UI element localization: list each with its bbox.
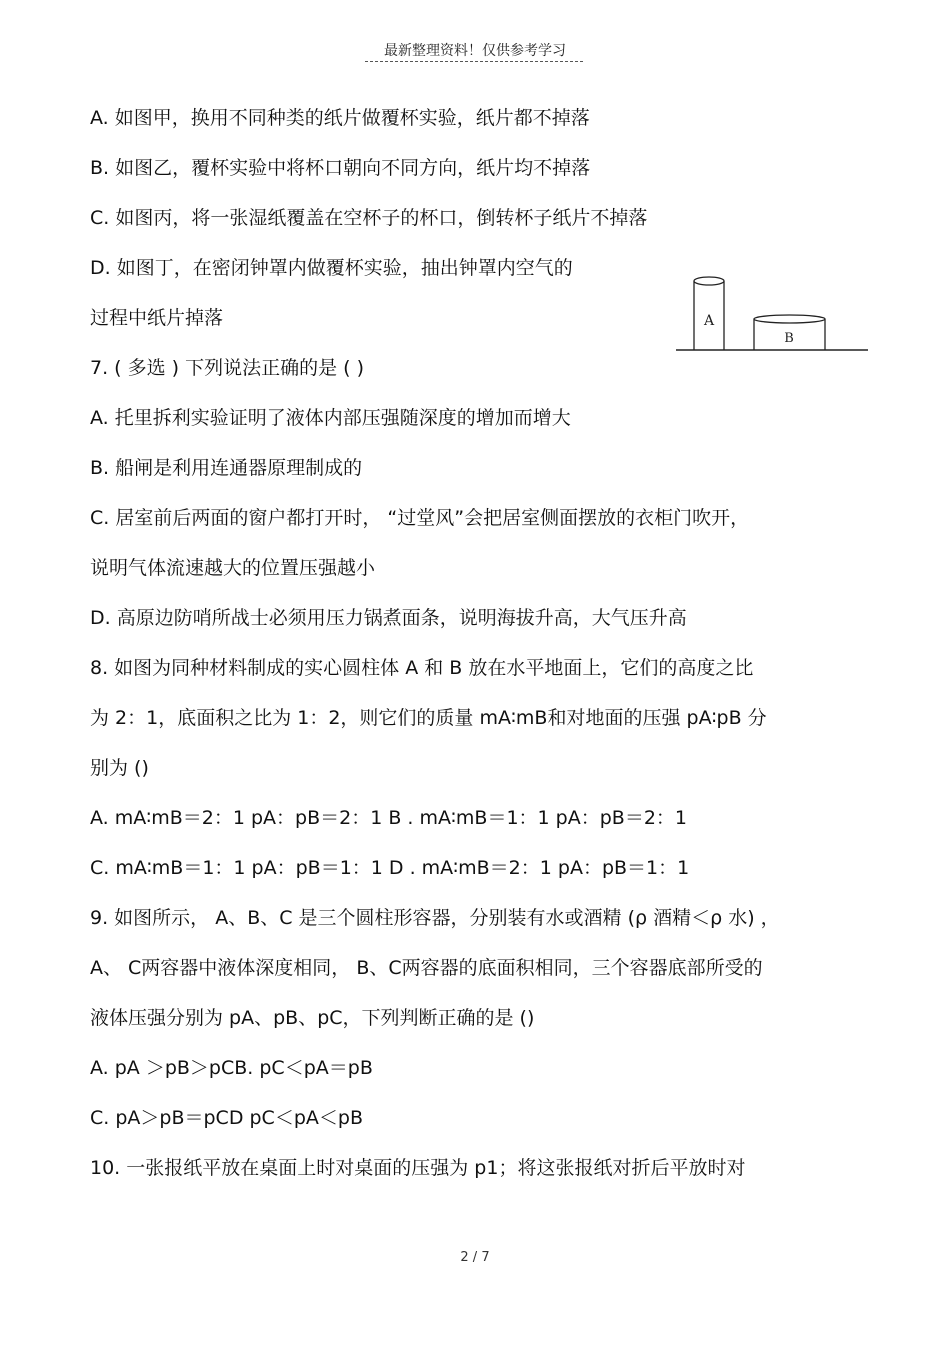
option-7c-cont: 说明气体流速越大的位置压强越小 <box>90 557 376 579</box>
question-10: 10. 一张报纸平放在桌面上时对桌面的压强为 p1；将这张报纸对折后平放时对 <box>90 1157 746 1179</box>
options-8ab: A. mA∶mB＝2：1 pA：pB＝2：1 B . mA∶mB＝1：1 pA：pB＝2：1 <box>90 807 688 829</box>
options-8cd: C. mA∶mB＝1：1 pA：pB＝1：1 D . mA∶mB＝2：1 pA：pB＝1：1 <box>90 857 690 879</box>
question-9-cont2: 液体压强分别为 pA、pB、pC，下列判断正确的是 () <box>90 1007 535 1029</box>
page-header: 最新整理资料！仅供参考学习 <box>384 43 566 59</box>
cylinder-b-label: B <box>784 331 794 346</box>
option-7d: D. 高原边防哨所战士必须用压力锅煮面条，说明海拔升高，大气压升高 <box>90 607 687 629</box>
option-6c: C. 如图丙，将一张湿纸覆盖在空杯子的杯口，倒转杯子纸片不掉落 <box>90 207 648 229</box>
option-6d: D. 如图丁，在密闭钟罩内做覆杯实验，抽出钟罩内空气的 <box>90 257 573 279</box>
options-9cd: C. pA＞pB＝pCD pC＜pA＜pB <box>90 1107 363 1129</box>
cylinders-svg <box>676 270 868 356</box>
option-7c: C. 居室前后两面的窗户都打开时， “过堂风”会把居室侧面摆放的衣柜门吹开， <box>90 507 750 529</box>
option-7a: A. 托里拆利实验证明了液体内部压强随深度的增加而增大 <box>90 407 571 429</box>
question-8-cont2: 别为 () <box>90 757 149 779</box>
page-number: 2 / 7 <box>460 1250 490 1265</box>
question-8-cont: 为 2：1，底面积之比为 1：2，则它们的质量 mA∶mB和对地面的压强 pA∶pB 分 <box>90 707 767 729</box>
option-6b: B. 如图乙，覆杯实验中将杯口朝向不同方向，纸片均不掉落 <box>90 157 591 179</box>
question-7: 7. ( 多选 ) 下列说法正确的是 ( ) <box>90 357 365 379</box>
options-9ab: A. pA ＞pB＞pCB. pC＜pA＝pB <box>90 1057 373 1079</box>
question-9: 9. 如图所示， A、B、C 是三个圆柱形容器，分别装有水或酒精 (ρ 酒精＜ρ 水) ， <box>90 907 780 929</box>
option-6a: A. 如图甲，换用不同种类的纸片做覆杯实验，纸片都不掉落 <box>90 107 590 129</box>
question-8: 8. 如图为同种材料制成的实心圆柱体 A 和 B 放在水平地面上，它们的高度之比 <box>90 657 754 679</box>
option-7b: B. 船闸是利用连通器原理制成的 <box>90 457 363 479</box>
option-6d-cont: 过程中纸片掉落 <box>90 307 224 329</box>
header-divider <box>365 61 583 62</box>
cylinders-figure <box>676 270 868 356</box>
cylinder-a-label: A <box>703 313 715 329</box>
question-9-cont: A、 C两容器中液体深度相同， B、C两容器的底面积相同，三个容器底部所受的 <box>90 957 763 979</box>
